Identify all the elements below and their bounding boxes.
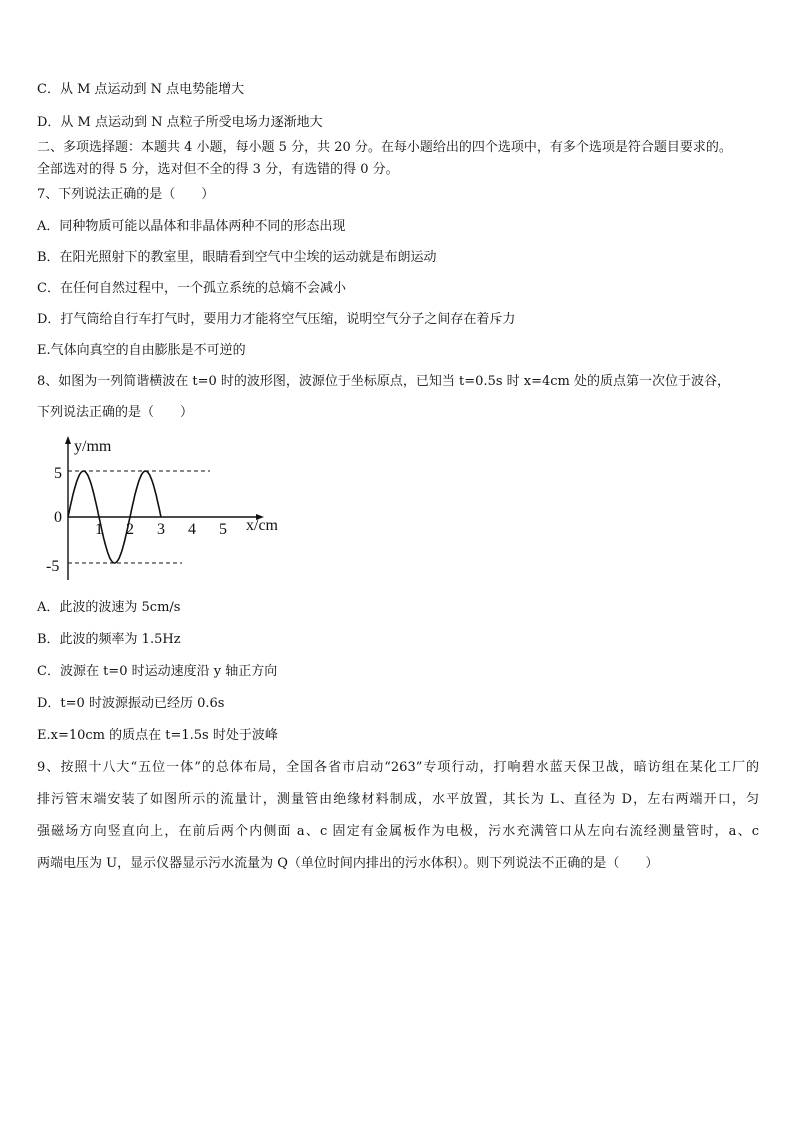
y-axis-label: y/mm (74, 438, 112, 455)
option-8d: D．t=0 时波源振动已经历 0.6s (37, 696, 225, 711)
option-7d: D．打气筒给自行车打气时，要用力才能将空气压缩，说明空气分子之间存在着斥力 (37, 312, 516, 327)
y-tick-0: 0 (54, 509, 62, 526)
question-8-line2: 下列说法正确的是（ ） (37, 405, 194, 420)
y-axis-arrow (65, 436, 71, 444)
question-8-line1: 8、如图为一列简谐横波在 t=0 时的波形图，波源位于坐标原点，已知当 t=0.5s 时 x=4cm 处的质点第一次位于波谷， (37, 374, 731, 389)
x-axis-label: x/cm (246, 517, 278, 534)
question-9-line4: 两端电压为 U，显示仪器显示污水流量为 Q（单位时间内排出的污水体积）。则下列说法不正确的是（ ） (37, 856, 659, 871)
question-9-line2: 排污管末端安装了如图所示的流量计，测量管由绝缘材料制成，水平放置，其长为 L、直径为 D，左右两端开口，匀 (37, 792, 759, 807)
question-7: 7、下列说法正确的是（ ） (37, 187, 215, 202)
option-7e: E.气体向真空的自由膨胀是不可逆的 (37, 343, 246, 358)
option-6c: C．从 M 点运动到 N 点电势能增大 (37, 82, 245, 97)
option-8c: C．波源在 t=0 时运动速度沿 y 轴正方向 (37, 664, 278, 679)
option-8e: E.x=10cm 的质点在 t=1.5s 时处于波峰 (37, 728, 278, 743)
y-tick-5: 5 (54, 465, 62, 482)
option-8b: B．此波的频率为 1.5Hz (37, 632, 181, 647)
y-tick-minus5: -5 (46, 558, 60, 575)
x-tick-3: 3 (157, 521, 165, 538)
wave-graph (40, 434, 300, 584)
x-tick-2: 2 (126, 521, 134, 538)
option-6d: D．从 M 点运动到 N 点粒子所受电场力逐渐地大 (37, 115, 323, 130)
question-9-line1: 9、按照十八大“五位一体”的总体布局，全国各省市启动“263”专项行动，打响碧水蓝天保卫战，暗访组在某化工厂的 (37, 760, 759, 775)
x-tick-5: 5 (219, 521, 227, 538)
option-7b: B．在阳光照射下的教室里，眼睛看到空气中尘埃的运动就是布朗运动 (37, 250, 437, 265)
option-7c: C．在任何自然过程中，一个孤立系统的总熵不会减小 (37, 281, 346, 296)
question-9-line3: 强磁场方向竖直向上，在前后两个内侧面 a、c 固定有金属板作为电极，污水充满管口从左向右流经测量管时，a、c (37, 824, 759, 839)
section-2-scoring: 全部选对的得 5 分，选对但不全的得 3 分，有选错的得 0 分。 (37, 162, 399, 177)
option-7a: A．同种物质可能以晶体和非晶体两种不同的形态出现 (37, 219, 346, 234)
x-tick-1: 1 (95, 521, 103, 538)
section-2-intro: 二、多项选择题：本题共 4 小题，每小题 5 分，共 20 分。在每小题给出的四个选项中，有多个选项是符合题目要求的。 (37, 140, 732, 155)
x-tick-4: 4 (188, 521, 196, 538)
option-8a: A．此波的波速为 5cm/s (37, 600, 181, 615)
